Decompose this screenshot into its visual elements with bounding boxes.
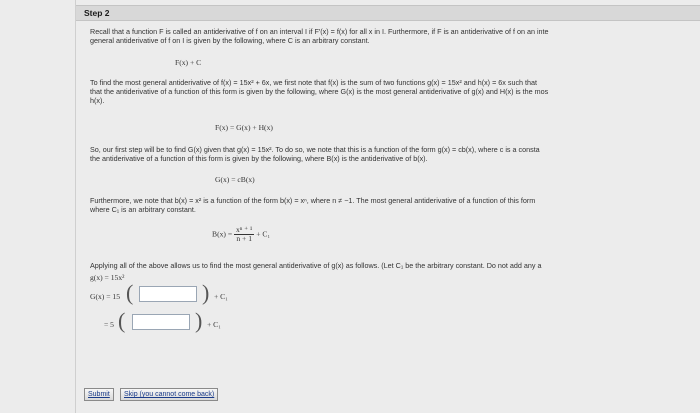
left-paren-2: ( bbox=[118, 308, 126, 333]
step-header bbox=[76, 5, 700, 21]
para-sum-line2: that the antiderivative of a function of this form is given by the following, where G(x) is the most general antiderivative of g(x) and H(x) is the mos bbox=[90, 87, 549, 96]
formula-power-rule bbox=[212, 226, 270, 243]
formula-general-antiderivative: F(x) + C bbox=[175, 58, 202, 67]
para-sum-line3: h(x). bbox=[90, 96, 105, 105]
step-content bbox=[90, 20, 700, 400]
plus-constant-1: + C₁ bbox=[214, 292, 228, 301]
power-rule-numerator: xⁿ ⁺ ¹ bbox=[236, 225, 253, 234]
submit-button[interactable]: Submit bbox=[84, 388, 114, 401]
para-constant-line2: the antiderivative of a function of this form is given by the following, where B(x) is the antiderivative of b(x). bbox=[90, 154, 428, 163]
step-title: Step 2 bbox=[84, 8, 110, 18]
right-paren-1: ) bbox=[202, 280, 210, 305]
para-definition-line1: Recall that a function F is called an antiderivative of f on an interval I if F′(x) = f(x) for all x in I. Furthermore, if F is an antiderivative of f on an inte bbox=[90, 27, 549, 36]
skip-button[interactable]: Skip (you cannot come back) bbox=[120, 388, 218, 401]
step-panel bbox=[75, 0, 700, 413]
para-instruction: Applying all of the above allows us to find the most general antiderivative of g(x) as follows. (Let C₁ be the arbitrary constant. Do not add any a bbox=[90, 261, 542, 270]
right-paren-2: ) bbox=[195, 308, 203, 333]
power-rule-constant: + C₁ bbox=[256, 229, 271, 239]
left-paren-1: ( bbox=[126, 280, 134, 305]
para-constant-line1: So, our first step will be to find G(x) given that g(x) = 15x². To do so, we note that this is a function of the form g(x) = cb(x), where c is a consta bbox=[90, 145, 540, 154]
answer-input-2[interactable] bbox=[132, 314, 190, 330]
formula-G-lhs: G(x) = 15 bbox=[90, 292, 121, 301]
para-power-line1: Furthermore, we note that b(x) = x² is a function of the form b(x) = xⁿ, where n ≠ −1. The most general antiderivative of a function of this form bbox=[90, 196, 536, 205]
power-rule-lhs: B(x) = bbox=[212, 229, 233, 239]
formula-constant-multiple: G(x) = cB(x) bbox=[215, 175, 255, 184]
para-power-line2: where C₁ is an arbitrary constant. bbox=[90, 205, 196, 214]
plus-constant-2: + C₁ bbox=[207, 320, 221, 329]
formula-sum-rule: F(x) = G(x) + H(x) bbox=[215, 123, 273, 132]
answer-input-1[interactable] bbox=[139, 286, 197, 302]
power-rule-fraction bbox=[234, 226, 254, 243]
formula-equals-5: = 5 bbox=[104, 320, 114, 329]
para-sum-line1: To find the most general antiderivative of f(x) = 15x² + 6x, we first note that f(x) is the sum of two functions g(x) = 15x² and h(x) = 6x such that bbox=[90, 78, 538, 87]
power-rule-denominator: n + 1 bbox=[236, 234, 252, 243]
para-definition-line2: general antiderivative of f on I is given by the following, where C is an arbitrary constant. bbox=[90, 36, 370, 45]
formula-g-definition: g(x) = 15x² bbox=[90, 273, 125, 282]
